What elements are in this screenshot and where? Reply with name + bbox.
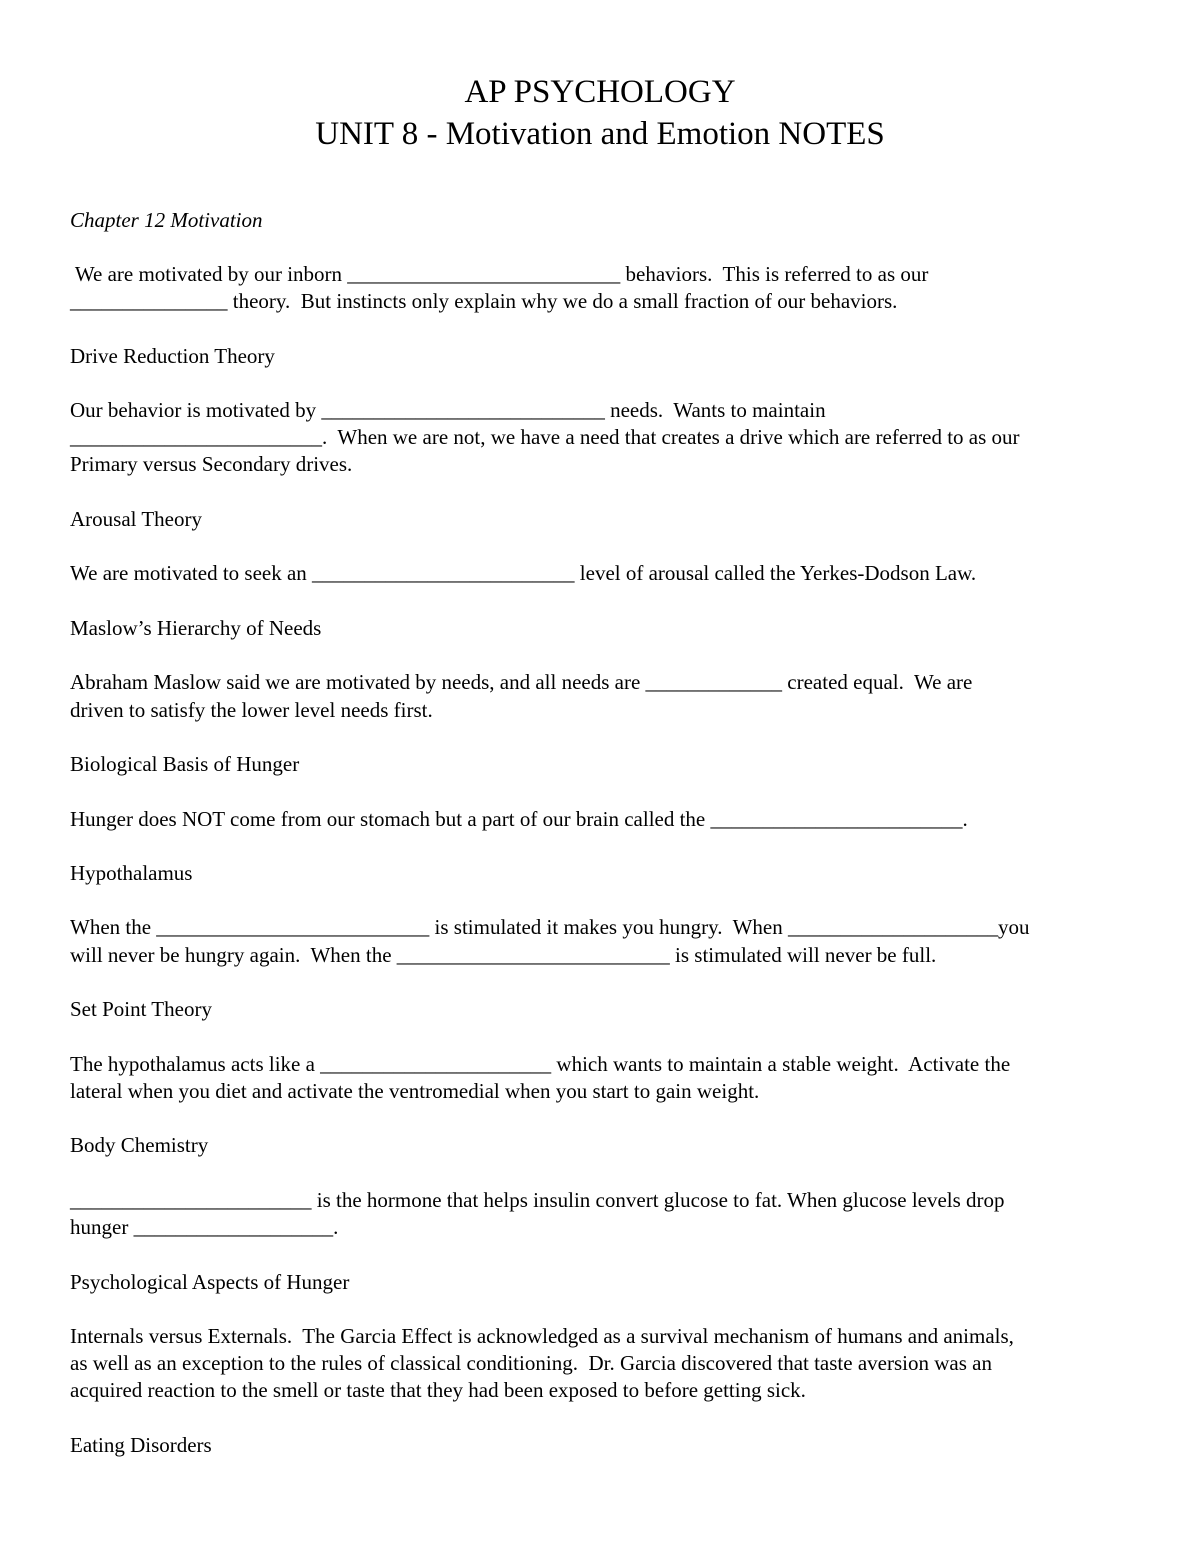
section-heading-hypothalamus: Hypothalamus [70,861,193,885]
section-heading-arousal: Arousal Theory [70,507,202,531]
psychological-hunger-line-3: acquired reaction to the smell or taste that they had been exposed to before getting sick. [70,1378,806,1402]
set-point-line-1: The hypothalamus acts like a ______________________ which wants to maintain a stable weight. Activate the [70,1052,1011,1076]
biological-hunger-line-1: Hunger does NOT come from our stomach but a part of our brain called the ________________________. [70,807,968,831]
maslow-line-2: driven to satisfy the lower level needs first. [70,698,433,722]
drive-line-1: Our behavior is motivated by ___________________________ needs. Wants to maintain [70,398,826,422]
body-chemistry-line-2: hunger ___________________. [70,1215,339,1239]
section-heading-psychological-hunger: Psychological Aspects of Hunger [70,1270,350,1294]
psychological-hunger-line-2: as well as an exception to the rules of classical conditioning. Dr. Garcia discovered that taste aversion was an [70,1351,992,1375]
drive-line-3: Primary versus Secondary drives. [70,452,353,476]
section-heading-body-chemistry: Body Chemistry [70,1133,209,1157]
hypothalamus-line-1: When the __________________________ is stimulated it makes you hungry. When ____________________you [70,915,1030,939]
section-heading-set-point: Set Point Theory [70,997,212,1021]
body-chemistry-line-1: _______________________ is the hormone that helps insulin convert glucose to fat. When glucose levels drop [70,1188,1005,1212]
section-heading-maslow: Maslow’s Hierarchy of Needs [70,616,322,640]
document-title: AP PSYCHOLOGY [464,74,736,110]
document-subtitle: UNIT 8 - Motivation and Emotion NOTES [315,116,885,152]
section-heading-eating-disorders: Eating Disorders [70,1433,212,1457]
psychological-hunger-line-1: Internals versus Externals. The Garcia Effect is acknowledged as a survival mechanism of humans and animals, [70,1324,1014,1348]
hypothalamus-line-2: will never be hungry again. When the __________________________ is stimulated will never be full. [70,943,937,967]
arousal-line-1: We are motivated to seek an _________________________ level of arousal called the Yerkes-Dodson Law. [70,561,977,585]
instinct-line-1: We are motivated by our inborn __________________________ behaviors. This is referred to as our [70,262,929,286]
section-heading-drive-reduction: Drive Reduction Theory [70,344,275,368]
section-heading-biological-hunger: Biological Basis of Hunger [70,752,300,776]
set-point-line-2: lateral when you diet and activate the ventromedial when you start to gain weight. [70,1079,760,1103]
drive-line-2: ________________________. When we are not, we have a need that creates a drive which are referred to as our [70,425,1020,449]
chapter-heading: Chapter 12 Motivation [70,208,263,232]
instinct-line-2: _______________ theory. But instincts only explain why we do a small fraction of our behaviors. [70,289,898,313]
maslow-line-1: Abraham Maslow said we are motivated by needs, and all needs are _____________ created equal. We are [70,670,973,694]
